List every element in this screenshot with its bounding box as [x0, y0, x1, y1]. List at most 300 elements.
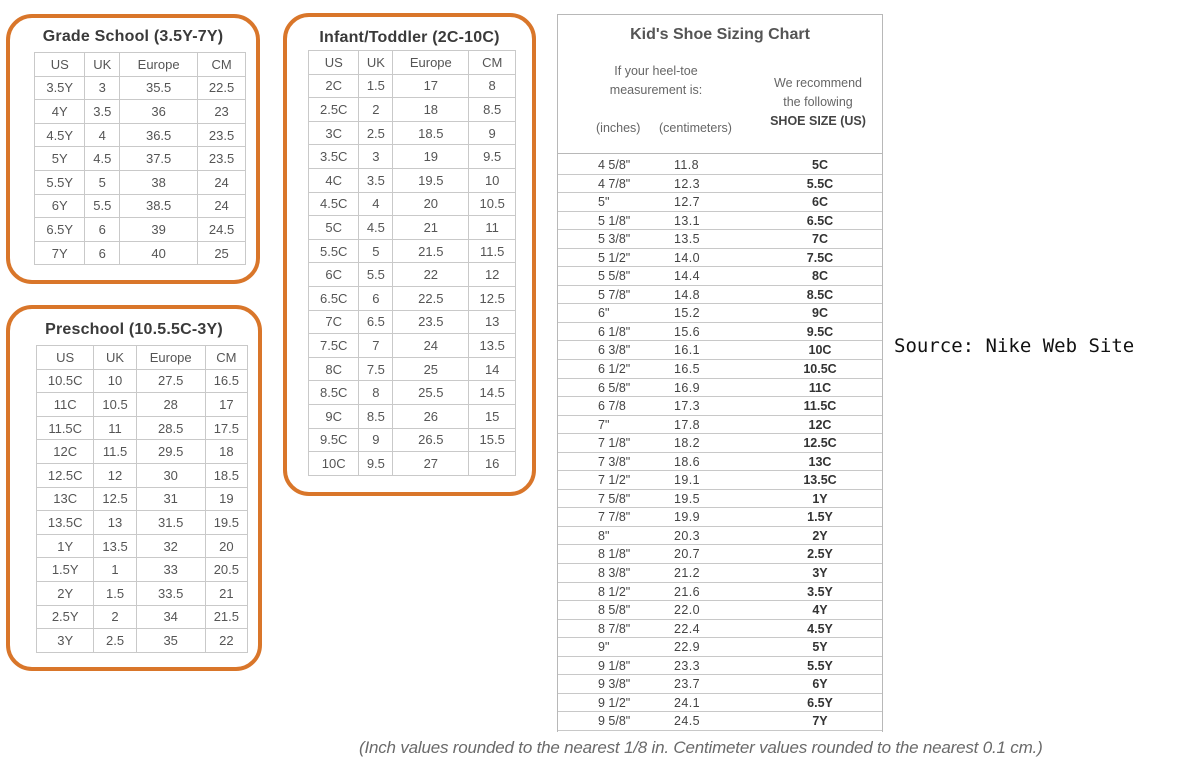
centimeters-value: 17.8: [674, 417, 700, 432]
table-row: [309, 381, 516, 405]
table-cell: 8: [359, 381, 393, 405]
table-cell: 32: [136, 534, 205, 558]
table-cell: 4.5Y: [35, 123, 85, 147]
centimeters-value: 16.9: [674, 380, 700, 395]
column-header: US: [35, 53, 85, 77]
shoe-size-value: 12C: [808, 417, 832, 432]
table-cell: 12.5C: [37, 463, 94, 487]
centimeters-value: 24.1: [674, 695, 700, 710]
table-cell: 11C: [37, 393, 94, 417]
shoe-size-value: 13.5C: [803, 473, 837, 488]
centimeters-value: 19.1: [674, 473, 700, 488]
sizing-row: [558, 397, 882, 416]
table-header-row: [37, 346, 248, 370]
recommend-header: [758, 74, 878, 131]
table-cell: 5: [359, 239, 393, 263]
table-row: [37, 511, 248, 535]
inches-value: 8": [598, 528, 610, 543]
table-cell: 16: [469, 452, 516, 476]
table-row: [35, 100, 246, 124]
table-row: [37, 558, 248, 582]
inches-value: 5 3/8": [598, 232, 631, 247]
sizing-chart-rows: [558, 153, 882, 731]
table-cell: 6: [85, 218, 120, 242]
table-cell: 28.5: [136, 416, 205, 440]
table-cell: 40: [120, 241, 198, 265]
table-cell: 29.5: [136, 440, 205, 464]
measurement-header-line-1: If your heel-toe: [614, 64, 698, 78]
sizing-row: [558, 564, 882, 583]
table-row: [309, 74, 516, 98]
shoe-size-value: 7Y: [812, 714, 828, 729]
column-header: UK: [359, 51, 393, 75]
table-row: [35, 194, 246, 218]
shoe-size-value: 1Y: [812, 491, 828, 506]
table-row: [309, 98, 516, 122]
shoe-size-value: 3Y: [812, 566, 828, 581]
table-cell: 5C: [309, 216, 359, 240]
table-cell: 9: [469, 121, 516, 145]
table-cell: 3Y: [37, 629, 94, 653]
inches-value: 4 5/8": [598, 158, 631, 172]
column-header: CM: [469, 51, 516, 75]
sizing-row: [558, 267, 882, 286]
table-cell: 4.5: [85, 147, 120, 171]
table-cell: 8: [469, 74, 516, 98]
shoe-size-value: 5.5Y: [807, 658, 833, 673]
table-cell: 27: [393, 452, 469, 476]
shoe-size-value: 8C: [812, 269, 828, 284]
sizing-row: [558, 527, 882, 546]
sizing-row: [558, 434, 882, 453]
table-cell: 10.5: [469, 192, 516, 216]
table-cell: 9.5: [359, 452, 393, 476]
inches-value: 8 1/8": [598, 547, 631, 562]
infant-toddler-title: Infant/Toddler (2C-10C): [319, 29, 500, 46]
column-header: Europe: [120, 53, 198, 77]
table-cell: 24: [198, 170, 246, 194]
table-row: [35, 76, 246, 100]
inches-value: 6 1/2": [598, 362, 631, 377]
table-cell: 1.5: [359, 74, 393, 98]
table-cell: 13: [469, 310, 516, 334]
table-row: [35, 241, 246, 265]
table-row: [37, 393, 248, 417]
table-cell: 24: [198, 194, 246, 218]
table-row: [35, 218, 246, 242]
sizing-row: [558, 657, 882, 676]
rounding-footnote: (Inch values rounded to the nearest 1/8 in. Centimeter values rounded to the nearest 0.1 cm.): [359, 738, 1043, 757]
inches-value: 9 1/8": [598, 658, 631, 673]
centimeters-value: 11.8: [674, 158, 700, 172]
shoe-size-value: 5.5C: [806, 176, 834, 191]
table-cell: 4: [85, 123, 120, 147]
table-cell: 1.5Y: [37, 558, 94, 582]
shoe-size-value: 2Y: [812, 528, 828, 543]
sizing-row: [558, 694, 882, 713]
inches-value: 8 3/8": [598, 566, 631, 581]
sizing-row: [558, 230, 882, 249]
centimeters-value: 14.0: [674, 250, 700, 265]
shoe-size-value: 7C: [812, 232, 828, 247]
recommend-header-line-3: [758, 112, 878, 131]
shoe-size-label: SHOE SIZE (US): [770, 114, 866, 128]
table-cell: 11: [94, 416, 136, 440]
centimeters-value: 14.8: [674, 287, 700, 302]
recommend-header-line-2: the following: [783, 95, 853, 109]
table-cell: 7Y: [35, 241, 85, 265]
table-cell: 16.5: [205, 369, 247, 393]
centimeters-value: 16.5: [674, 362, 700, 377]
table-cell: 1.5: [94, 581, 136, 605]
shoe-size-value: 9.5C: [806, 324, 834, 339]
table-row: [37, 440, 248, 464]
table-cell: 5.5: [359, 263, 393, 287]
centimeters-value: 18.2: [674, 436, 700, 451]
preschool-table: [36, 345, 248, 653]
table-row: [35, 170, 246, 194]
shoe-size-value: 10C: [808, 343, 832, 358]
shoe-size-value: 2.5Y: [807, 547, 833, 562]
table-cell: 7C: [309, 310, 359, 334]
table-cell: 21.5: [393, 239, 469, 263]
centimeters-value: 20.7: [674, 547, 700, 562]
table-row: [309, 357, 516, 381]
table-cell: 35: [136, 629, 205, 653]
centimeters-value: 22.0: [674, 603, 700, 618]
preschool-title: Preschool (10.5.5C-3Y): [45, 321, 223, 338]
table-cell: 19.5: [393, 168, 469, 192]
table-cell: 13: [94, 511, 136, 535]
centimeters-value: 19.9: [674, 510, 700, 525]
sizing-row: [558, 341, 882, 360]
table-cell: 10.5: [94, 393, 136, 417]
shoe-size-value: 5C: [812, 158, 828, 172]
table-cell: 9.5: [469, 145, 516, 169]
table-cell: 37.5: [120, 147, 198, 171]
table-cell: 2.5C: [309, 98, 359, 122]
table-cell: 1Y: [37, 534, 94, 558]
table-cell: 36: [120, 100, 198, 124]
table-row: [309, 216, 516, 240]
table-cell: 5.5C: [309, 239, 359, 263]
shoe-size-value: 6.5C: [806, 213, 834, 228]
shoe-size-value: 1.5Y: [807, 510, 833, 525]
inches-value: 6 7/8: [598, 399, 626, 414]
inches-value: 5 1/2": [598, 250, 631, 265]
table-cell: 19: [205, 487, 247, 511]
table-cell: 22.5: [198, 76, 246, 100]
shoe-size-value: 6C: [812, 195, 828, 210]
table-cell: 33: [136, 558, 205, 582]
shoe-size-value: 4.5Y: [807, 621, 833, 636]
table-cell: 4Y: [35, 100, 85, 124]
centimeters-value: 24.5: [674, 714, 700, 729]
shoe-size-value: 8.5C: [806, 287, 834, 302]
table-cell: 11.5: [469, 239, 516, 263]
table-cell: 6Y: [35, 194, 85, 218]
recommend-header-line-1: We recommend: [774, 76, 862, 90]
shoe-size-value: 4Y: [812, 603, 828, 618]
table-cell: 38: [120, 170, 198, 194]
table-cell: 18.5: [393, 121, 469, 145]
table-cell: 3.5C: [309, 145, 359, 169]
table-cell: 30: [136, 463, 205, 487]
table-cell: 3: [359, 145, 393, 169]
column-header: UK: [94, 346, 136, 370]
table-row: [309, 310, 516, 334]
sizing-row: [558, 675, 882, 694]
inches-value: 6 5/8": [598, 380, 631, 395]
inches-value: 7 3/8": [598, 454, 631, 469]
inches-value: 6 1/8": [598, 324, 631, 339]
table-row: [37, 369, 248, 393]
table-cell: 6.5C: [309, 286, 359, 310]
table-cell: 2.5: [94, 629, 136, 653]
table-cell: 10C: [309, 452, 359, 476]
table-cell: 5: [85, 170, 120, 194]
table-cell: 24: [393, 334, 469, 358]
inches-value: 5": [598, 195, 610, 210]
source-label: Source: Nike Web Site: [894, 335, 1135, 357]
table-cell: 2: [94, 605, 136, 629]
table-row: [37, 629, 248, 653]
table-cell: 23.5: [198, 123, 246, 147]
sizing-row: [558, 193, 882, 212]
table-cell: 4.5: [359, 216, 393, 240]
table-cell: 2.5Y: [37, 605, 94, 629]
shoe-size-value: 5Y: [812, 640, 828, 655]
table-cell: 7: [359, 334, 393, 358]
table-cell: 7.5: [359, 357, 393, 381]
inches-value: 8 5/8": [598, 603, 631, 618]
table-cell: 9C: [309, 404, 359, 428]
inches-value: 7": [598, 417, 610, 432]
table-header-row: [35, 53, 246, 77]
inches-value: 5 5/8": [598, 269, 631, 284]
table-cell: 12.5: [94, 487, 136, 511]
table-cell: 10: [94, 369, 136, 393]
centimeters-value: 21.2: [674, 566, 700, 581]
table-cell: 4: [359, 192, 393, 216]
table-row: [37, 463, 248, 487]
grade-school-title: Grade School (3.5Y-7Y): [42, 28, 224, 45]
table-cell: 15: [469, 404, 516, 428]
measurement-header-line-2: measurement is:: [609, 83, 703, 97]
table-cell: 12.5: [469, 286, 516, 310]
table-cell: 13.5: [94, 534, 136, 558]
table-cell: 2.5: [359, 121, 393, 145]
table-cell: 33.5: [136, 581, 205, 605]
inches-value: 9": [598, 640, 610, 655]
shoe-size-value: 11C: [808, 380, 832, 395]
table-cell: 31.5: [136, 511, 205, 535]
sizing-chart-title: Kid's Shoe Sizing Chart: [630, 26, 810, 43]
column-header: CM: [198, 53, 246, 77]
table-cell: 5Y: [35, 147, 85, 171]
table-row: [37, 605, 248, 629]
measurement-header: [576, 62, 736, 100]
centimeters-value: 23.3: [674, 658, 700, 673]
inches-value: 4 7/8": [598, 176, 631, 191]
table-cell: 11.5C: [37, 416, 94, 440]
sizing-row: [558, 620, 882, 639]
centimeters-value: 17.3: [674, 399, 700, 414]
table-cell: 12C: [37, 440, 94, 464]
inches-value: 7 1/2": [598, 473, 631, 488]
table-cell: 3.5Y: [35, 76, 85, 100]
preschool-panel: [6, 305, 262, 671]
table-cell: 23.5: [393, 310, 469, 334]
inches-value: 5 7/8": [598, 287, 631, 302]
table-cell: 22: [393, 263, 469, 287]
table-row: [309, 428, 516, 452]
table-cell: 11: [469, 216, 516, 240]
inches-value: 7 1/8": [598, 436, 631, 451]
table-cell: 10: [469, 168, 516, 192]
table-cell: 9: [359, 428, 393, 452]
table-cell: 23.5: [198, 147, 246, 171]
table-cell: 11.5: [94, 440, 136, 464]
sizing-row: [558, 638, 882, 657]
centimeters-value: 15.6: [674, 324, 700, 339]
centimeters-value: 22.4: [674, 621, 700, 636]
sizing-row: [558, 360, 882, 379]
table-cell: 19.5: [205, 511, 247, 535]
sizing-row: [558, 156, 882, 175]
table-cell: 3.5: [359, 168, 393, 192]
table-cell: 10.5C: [37, 369, 94, 393]
table-cell: 21.5: [205, 605, 247, 629]
column-header: Europe: [136, 346, 205, 370]
table-cell: 25: [393, 357, 469, 381]
table-cell: 14.5: [469, 381, 516, 405]
sizing-row: [558, 453, 882, 472]
inches-value: 7 7/8": [598, 510, 631, 525]
centimeters-value: 15.2: [674, 306, 700, 321]
sizing-row: [558, 712, 882, 731]
table-cell: 21: [205, 581, 247, 605]
table-cell: 17: [205, 393, 247, 417]
table-cell: 7.5C: [309, 334, 359, 358]
table-cell: 6.5: [359, 310, 393, 334]
column-header: US: [309, 51, 359, 75]
table-cell: 18: [393, 98, 469, 122]
sizing-row: [558, 379, 882, 398]
table-cell: 2Y: [37, 581, 94, 605]
table-cell: 25: [198, 241, 246, 265]
table-row: [37, 534, 248, 558]
infant-toddler-table: [308, 50, 516, 476]
centimeters-value: 23.7: [674, 677, 700, 692]
column-header: Europe: [393, 51, 469, 75]
sizing-row: [558, 416, 882, 435]
centimeters-value: 19.5: [674, 491, 700, 506]
column-header: UK: [85, 53, 120, 77]
shoe-size-value: 6.5Y: [807, 695, 833, 710]
table-cell: 8.5: [469, 98, 516, 122]
table-cell: 2C: [309, 74, 359, 98]
table-cell: 9.5C: [309, 428, 359, 452]
inches-value: 9 3/8": [598, 677, 631, 692]
inches-value: 7 5/8": [598, 491, 631, 506]
table-cell: 26: [393, 404, 469, 428]
table-cell: 31: [136, 487, 205, 511]
sizing-row: [558, 508, 882, 527]
table-cell: 36.5: [120, 123, 198, 147]
table-cell: 13C: [37, 487, 94, 511]
table-cell: 22: [205, 629, 247, 653]
sizing-row: [558, 471, 882, 490]
unit-inches-label: (inches): [596, 121, 641, 135]
table-cell: 12: [94, 463, 136, 487]
table-cell: 12: [469, 263, 516, 287]
sizing-row: [558, 601, 882, 620]
table-cell: 15.5: [469, 428, 516, 452]
table-cell: 18.5: [205, 463, 247, 487]
sizing-row: [558, 286, 882, 305]
centimeters-value: 21.6: [674, 584, 700, 599]
table-cell: 24.5: [198, 218, 246, 242]
table-row: [309, 263, 516, 287]
grade-school-panel: [6, 14, 260, 284]
table-cell: 6.5Y: [35, 218, 85, 242]
inches-value: 8 7/8": [598, 621, 631, 636]
table-cell: 3C: [309, 121, 359, 145]
sizing-row: [558, 249, 882, 268]
centimeters-value: 13.1: [674, 213, 700, 228]
sizing-row: [558, 583, 882, 602]
centimeters-value: 20.3: [674, 528, 700, 543]
table-cell: 20: [393, 192, 469, 216]
shoe-size-value: 3.5Y: [807, 584, 833, 599]
table-cell: 2: [359, 98, 393, 122]
table-cell: 3.5: [85, 100, 120, 124]
inches-value: 9 1/2": [598, 695, 631, 710]
table-row: [309, 239, 516, 263]
table-cell: 8C: [309, 357, 359, 381]
table-cell: 4.5C: [309, 192, 359, 216]
inches-value: 6": [598, 306, 610, 321]
table-row: [37, 487, 248, 511]
table-cell: 17.5: [205, 416, 247, 440]
sizing-row: [558, 323, 882, 342]
centimeters-value: 13.5: [674, 232, 700, 247]
table-cell: 17: [393, 74, 469, 98]
grade-school-table: [34, 52, 246, 265]
table-header-row: [309, 51, 516, 75]
table-cell: 20: [205, 534, 247, 558]
shoe-size-value: 12.5C: [803, 436, 837, 451]
centimeters-value: 12.7: [674, 195, 700, 210]
sizing-row: [558, 545, 882, 564]
table-cell: 3: [85, 76, 120, 100]
centimeters-value: 12.3: [674, 176, 700, 191]
table-cell: 21: [393, 216, 469, 240]
shoe-size-value: 6Y: [812, 677, 828, 692]
table-cell: 14: [469, 357, 516, 381]
kids-shoe-sizing-chart: [557, 14, 883, 732]
unit-centimeters-label: (centimeters): [659, 121, 732, 135]
table-row: [309, 452, 516, 476]
table-cell: 4C: [309, 168, 359, 192]
table-cell: 6C: [309, 263, 359, 287]
table-cell: 18: [205, 440, 247, 464]
inches-value: 9 5/8": [598, 714, 631, 729]
table-cell: 25.5: [393, 381, 469, 405]
table-row: [309, 286, 516, 310]
column-header: US: [37, 346, 94, 370]
